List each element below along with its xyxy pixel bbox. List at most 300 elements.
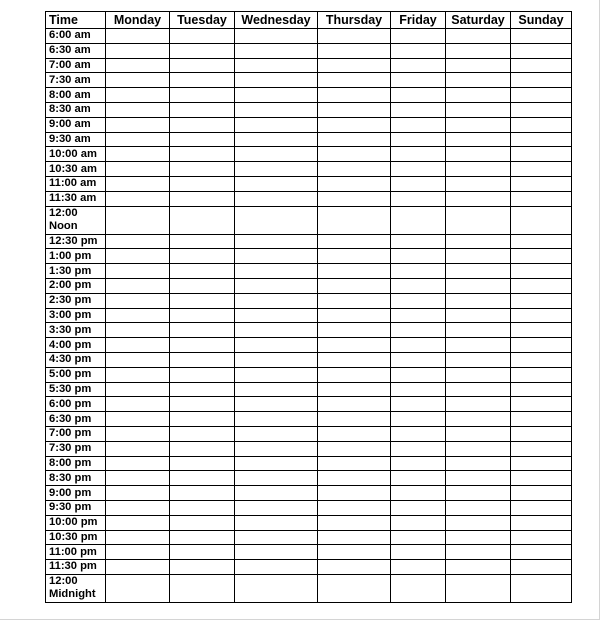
schedule-cell-saturday[interactable] [446, 132, 511, 147]
schedule-cell-wednesday[interactable] [235, 397, 318, 412]
schedule-cell-friday[interactable] [391, 441, 446, 456]
schedule-cell-friday[interactable] [391, 338, 446, 353]
schedule-cell-saturday[interactable] [446, 58, 511, 73]
schedule-cell-monday[interactable] [106, 29, 170, 44]
schedule-cell-monday[interactable] [106, 73, 170, 88]
schedule-cell-sunday[interactable] [511, 43, 572, 58]
schedule-cell-monday[interactable] [106, 412, 170, 427]
schedule-cell-monday[interactable] [106, 471, 170, 486]
schedule-cell-wednesday[interactable] [235, 574, 318, 602]
schedule-cell-friday[interactable] [391, 426, 446, 441]
schedule-cell-sunday[interactable] [511, 162, 572, 177]
time-slot-label: 7:30 am [46, 73, 106, 88]
schedule-cell-wednesday[interactable] [235, 515, 318, 530]
schedule-cell-thursday[interactable] [318, 293, 391, 308]
schedule-cell-friday[interactable] [391, 323, 446, 338]
schedule-cell-monday[interactable] [106, 58, 170, 73]
schedule-cell-thursday[interactable] [318, 486, 391, 501]
schedule-cell-thursday[interactable] [318, 471, 391, 486]
table-row [46, 382, 572, 397]
schedule-cell-saturday[interactable] [446, 352, 511, 367]
schedule-cell-saturday[interactable] [446, 471, 511, 486]
schedule-cell-tuesday[interactable] [170, 132, 235, 147]
schedule-cell-saturday[interactable] [446, 500, 511, 515]
schedule-cell-thursday[interactable] [318, 560, 391, 575]
schedule-cell-saturday[interactable] [446, 382, 511, 397]
schedule-cell-wednesday[interactable] [235, 58, 318, 73]
schedule-cell-friday[interactable] [391, 367, 446, 382]
schedule-cell-monday[interactable] [106, 574, 170, 602]
schedule-cell-sunday[interactable] [511, 441, 572, 456]
schedule-cell-monday[interactable] [106, 456, 170, 471]
schedule-cell-tuesday[interactable] [170, 338, 235, 353]
schedule-cell-sunday[interactable] [511, 264, 572, 279]
schedule-cell-saturday[interactable] [446, 278, 511, 293]
schedule-cell-tuesday[interactable] [170, 147, 235, 162]
schedule-cell-tuesday[interactable] [170, 29, 235, 44]
schedule-cell-thursday[interactable] [318, 456, 391, 471]
schedule-cell-saturday[interactable] [446, 264, 511, 279]
schedule-cell-thursday[interactable] [318, 249, 391, 264]
schedule-cell-friday[interactable] [391, 117, 446, 132]
schedule-cell-saturday[interactable] [446, 412, 511, 427]
table-row [46, 234, 572, 249]
schedule-cell-monday[interactable] [106, 264, 170, 279]
schedule-cell-tuesday[interactable] [170, 88, 235, 103]
schedule-cell-tuesday[interactable] [170, 486, 235, 501]
schedule-cell-monday[interactable] [106, 249, 170, 264]
schedule-cell-monday[interactable] [106, 206, 170, 234]
schedule-cell-saturday[interactable] [446, 73, 511, 88]
schedule-cell-sunday[interactable] [511, 486, 572, 501]
schedule-cell-sunday[interactable] [511, 530, 572, 545]
schedule-cell-monday[interactable] [106, 545, 170, 560]
column-header-saturday: Saturday [446, 12, 511, 29]
schedule-cell-sunday[interactable] [511, 456, 572, 471]
schedule-cell-wednesday[interactable] [235, 500, 318, 515]
schedule-cell-wednesday[interactable] [235, 264, 318, 279]
schedule-cell-thursday[interactable] [318, 412, 391, 427]
schedule-cell-sunday[interactable] [511, 515, 572, 530]
schedule-cell-saturday[interactable] [446, 486, 511, 501]
schedule-cell-sunday[interactable] [511, 412, 572, 427]
time-slot-label: 7:00 pm [46, 426, 106, 441]
schedule-cell-thursday[interactable] [318, 338, 391, 353]
schedule-cell-thursday[interactable] [318, 530, 391, 545]
schedule-cell-thursday[interactable] [318, 382, 391, 397]
schedule-cell-monday[interactable] [106, 147, 170, 162]
schedule-cell-monday[interactable] [106, 132, 170, 147]
schedule-cell-tuesday[interactable] [170, 560, 235, 575]
schedule-cell-monday[interactable] [106, 426, 170, 441]
schedule-cell-monday[interactable] [106, 117, 170, 132]
schedule-cell-sunday[interactable] [511, 382, 572, 397]
schedule-cell-tuesday[interactable] [170, 323, 235, 338]
schedule-cell-tuesday[interactable] [170, 234, 235, 249]
time-slot-label: 8:00 am [46, 88, 106, 103]
schedule-cell-friday[interactable] [391, 176, 446, 191]
schedule-cell-sunday[interactable] [511, 58, 572, 73]
schedule-cell-friday[interactable] [391, 293, 446, 308]
schedule-cell-sunday[interactable] [511, 191, 572, 206]
schedule-cell-monday[interactable] [106, 486, 170, 501]
schedule-cell-friday[interactable] [391, 397, 446, 412]
schedule-cell-tuesday[interactable] [170, 426, 235, 441]
table-row [46, 352, 572, 367]
schedule-cell-thursday[interactable] [318, 352, 391, 367]
table-row [46, 412, 572, 427]
schedule-cell-wednesday[interactable] [235, 117, 318, 132]
time-slot-label: 12:00 Noon [46, 206, 106, 234]
schedule-cell-wednesday[interactable] [235, 456, 318, 471]
schedule-cell-friday[interactable] [391, 249, 446, 264]
schedule-cell-friday[interactable] [391, 264, 446, 279]
schedule-cell-friday[interactable] [391, 412, 446, 427]
table-row [46, 147, 572, 162]
schedule-cell-thursday[interactable] [318, 102, 391, 117]
schedule-cell-sunday[interactable] [511, 338, 572, 353]
schedule-cell-thursday[interactable] [318, 323, 391, 338]
schedule-cell-tuesday[interactable] [170, 43, 235, 58]
schedule-cell-sunday[interactable] [511, 147, 572, 162]
schedule-cell-saturday[interactable] [446, 338, 511, 353]
schedule-cell-friday[interactable] [391, 500, 446, 515]
time-slot-label: 1:00 pm [46, 249, 106, 264]
schedule-cell-friday[interactable] [391, 382, 446, 397]
schedule-cell-friday[interactable] [391, 471, 446, 486]
table-row [46, 88, 572, 103]
schedule-cell-wednesday[interactable] [235, 43, 318, 58]
table-row [46, 58, 572, 73]
time-slot-label: 8:30 am [46, 102, 106, 117]
schedule-cell-sunday[interactable] [511, 88, 572, 103]
schedule-cell-thursday[interactable] [318, 545, 391, 560]
schedule-cell-friday[interactable] [391, 560, 446, 575]
schedule-cell-tuesday[interactable] [170, 530, 235, 545]
schedule-cell-saturday[interactable] [446, 88, 511, 103]
schedule-cell-sunday[interactable] [511, 397, 572, 412]
schedule-cell-sunday[interactable] [511, 500, 572, 515]
column-header-tuesday: Tuesday [170, 12, 235, 29]
schedule-cell-saturday[interactable] [446, 530, 511, 545]
schedule-cell-thursday[interactable] [318, 58, 391, 73]
schedule-cell-tuesday[interactable] [170, 382, 235, 397]
schedule-cell-thursday[interactable] [318, 515, 391, 530]
schedule-cell-monday[interactable] [106, 278, 170, 293]
schedule-cell-thursday[interactable] [318, 117, 391, 132]
schedule-cell-saturday[interactable] [446, 176, 511, 191]
schedule-cell-monday[interactable] [106, 500, 170, 515]
schedule-cell-sunday[interactable] [511, 323, 572, 338]
column-header-time: Time [46, 12, 106, 29]
time-slot-label: 6:30 pm [46, 412, 106, 427]
time-slot-label: 11:30 am [46, 191, 106, 206]
schedule-cell-friday[interactable] [391, 352, 446, 367]
schedule-cell-sunday[interactable] [511, 308, 572, 323]
schedule-cell-sunday[interactable] [511, 249, 572, 264]
column-header-sunday: Sunday [511, 12, 572, 29]
schedule-cell-thursday[interactable] [318, 308, 391, 323]
time-slot-label: 11:30 pm [46, 560, 106, 575]
time-slot-label: 4:00 pm [46, 338, 106, 353]
schedule-cell-friday[interactable] [391, 308, 446, 323]
schedule-cell-tuesday[interactable] [170, 308, 235, 323]
schedule-cell-tuesday[interactable] [170, 397, 235, 412]
schedule-cell-thursday[interactable] [318, 441, 391, 456]
schedule-cell-friday[interactable] [391, 530, 446, 545]
schedule-cell-thursday[interactable] [318, 367, 391, 382]
schedule-cell-tuesday[interactable] [170, 412, 235, 427]
schedule-cell-friday[interactable] [391, 278, 446, 293]
schedule-cell-saturday[interactable] [446, 102, 511, 117]
schedule-cell-monday[interactable] [106, 367, 170, 382]
schedule-cell-monday[interactable] [106, 88, 170, 103]
schedule-cell-friday[interactable] [391, 234, 446, 249]
schedule-cell-sunday[interactable] [511, 293, 572, 308]
schedule-cell-friday[interactable] [391, 162, 446, 177]
schedule-cell-wednesday[interactable] [235, 191, 318, 206]
schedule-cell-monday[interactable] [106, 338, 170, 353]
schedule-cell-monday[interactable] [106, 515, 170, 530]
schedule-cell-tuesday[interactable] [170, 471, 235, 486]
schedule-cell-sunday[interactable] [511, 132, 572, 147]
schedule-cell-friday[interactable] [391, 456, 446, 471]
schedule-cell-sunday[interactable] [511, 560, 572, 575]
schedule-cell-sunday[interactable] [511, 426, 572, 441]
schedule-cell-wednesday[interactable] [235, 176, 318, 191]
schedule-cell-wednesday[interactable] [235, 367, 318, 382]
schedule-cell-tuesday[interactable] [170, 249, 235, 264]
schedule-cell-tuesday[interactable] [170, 102, 235, 117]
schedule-cell-tuesday[interactable] [170, 58, 235, 73]
schedule-cell-thursday[interactable] [318, 574, 391, 602]
schedule-cell-saturday[interactable] [446, 249, 511, 264]
schedule-cell-sunday[interactable] [511, 352, 572, 367]
schedule-cell-wednesday[interactable] [235, 234, 318, 249]
schedule-cell-friday[interactable] [391, 486, 446, 501]
schedule-cell-wednesday[interactable] [235, 323, 318, 338]
schedule-cell-thursday[interactable] [318, 73, 391, 88]
schedule-cell-thursday[interactable] [318, 147, 391, 162]
schedule-cell-thursday[interactable] [318, 191, 391, 206]
schedule-cell-wednesday[interactable] [235, 382, 318, 397]
schedule-cell-saturday[interactable] [446, 426, 511, 441]
schedule-cell-monday[interactable] [106, 382, 170, 397]
table-row [46, 426, 572, 441]
schedule-cell-tuesday[interactable] [170, 278, 235, 293]
schedule-cell-monday[interactable] [106, 560, 170, 575]
schedule-cell-wednesday[interactable] [235, 560, 318, 575]
schedule-cell-sunday[interactable] [511, 234, 572, 249]
schedule-cell-friday[interactable] [391, 102, 446, 117]
schedule-cell-saturday[interactable] [446, 560, 511, 575]
table-row [46, 132, 572, 147]
time-slot-label: 6:30 am [46, 43, 106, 58]
schedule-cell-saturday[interactable] [446, 574, 511, 602]
schedule-cell-wednesday[interactable] [235, 338, 318, 353]
schedule-cell-thursday[interactable] [318, 264, 391, 279]
schedule-cell-tuesday[interactable] [170, 191, 235, 206]
table-row [46, 264, 572, 279]
schedule-cell-sunday[interactable] [511, 176, 572, 191]
schedule-cell-thursday[interactable] [318, 43, 391, 58]
schedule-cell-saturday[interactable] [446, 191, 511, 206]
schedule-cell-thursday[interactable] [318, 426, 391, 441]
schedule-cell-wednesday[interactable] [235, 426, 318, 441]
time-slot-label: 6:00 am [46, 29, 106, 44]
schedule-cell-wednesday[interactable] [235, 412, 318, 427]
schedule-cell-tuesday[interactable] [170, 441, 235, 456]
schedule-cell-monday[interactable] [106, 176, 170, 191]
schedule-cell-wednesday[interactable] [235, 132, 318, 147]
schedule-cell-saturday[interactable] [446, 293, 511, 308]
schedule-cell-sunday[interactable] [511, 29, 572, 44]
schedule-cell-tuesday[interactable] [170, 500, 235, 515]
weekly-schedule-table [45, 11, 572, 603]
table-row [46, 308, 572, 323]
schedule-cell-sunday[interactable] [511, 367, 572, 382]
table-row [46, 397, 572, 412]
schedule-cell-saturday[interactable] [446, 456, 511, 471]
schedule-cell-monday[interactable] [106, 352, 170, 367]
schedule-cell-monday[interactable] [106, 441, 170, 456]
schedule-cell-sunday[interactable] [511, 206, 572, 234]
schedule-cell-wednesday[interactable] [235, 73, 318, 88]
schedule-cell-tuesday[interactable] [170, 264, 235, 279]
schedule-cell-tuesday[interactable] [170, 293, 235, 308]
schedule-cell-saturday[interactable] [446, 147, 511, 162]
schedule-cell-wednesday[interactable] [235, 102, 318, 117]
schedule-cell-saturday[interactable] [446, 162, 511, 177]
schedule-cell-wednesday[interactable] [235, 486, 318, 501]
schedule-cell-sunday[interactable] [511, 102, 572, 117]
schedule-cell-saturday[interactable] [446, 323, 511, 338]
schedule-cell-wednesday[interactable] [235, 308, 318, 323]
schedule-cell-monday[interactable] [106, 397, 170, 412]
table-row [46, 102, 572, 117]
schedule-cell-saturday[interactable] [446, 308, 511, 323]
time-slot-label: 10:30 pm [46, 530, 106, 545]
table-row [46, 117, 572, 132]
schedule-cell-tuesday[interactable] [170, 545, 235, 560]
schedule-cell-tuesday[interactable] [170, 352, 235, 367]
schedule-cell-friday[interactable] [391, 515, 446, 530]
schedule-cell-tuesday[interactable] [170, 176, 235, 191]
schedule-cell-wednesday[interactable] [235, 352, 318, 367]
time-slot-label: 8:00 pm [46, 456, 106, 471]
schedule-cell-thursday[interactable] [318, 206, 391, 234]
time-slot-label: 11:00 am [46, 176, 106, 191]
schedule-cell-wednesday[interactable] [235, 249, 318, 264]
table-row [46, 249, 572, 264]
schedule-cell-saturday[interactable] [446, 206, 511, 234]
schedule-cell-sunday[interactable] [511, 574, 572, 602]
time-slot-label: 9:00 pm [46, 486, 106, 501]
schedule-cell-thursday[interactable] [318, 278, 391, 293]
schedule-cell-monday[interactable] [106, 293, 170, 308]
schedule-cell-saturday[interactable] [446, 515, 511, 530]
schedule-cell-saturday[interactable] [446, 117, 511, 132]
schedule-cell-saturday[interactable] [446, 545, 511, 560]
schedule-cell-monday[interactable] [106, 530, 170, 545]
schedule-cell-tuesday[interactable] [170, 117, 235, 132]
schedule-cell-monday[interactable] [106, 323, 170, 338]
schedule-cell-friday[interactable] [391, 58, 446, 73]
schedule-cell-thursday[interactable] [318, 500, 391, 515]
schedule-cell-friday[interactable] [391, 29, 446, 44]
schedule-cell-friday[interactable] [391, 43, 446, 58]
schedule-cell-wednesday[interactable] [235, 530, 318, 545]
schedule-cell-friday[interactable] [391, 73, 446, 88]
schedule-cell-sunday[interactable] [511, 73, 572, 88]
schedule-cell-friday[interactable] [391, 206, 446, 234]
time-slot-label: 7:30 pm [46, 441, 106, 456]
schedule-cell-friday[interactable] [391, 88, 446, 103]
schedule-cell-tuesday[interactable] [170, 456, 235, 471]
schedule-cell-friday[interactable] [391, 574, 446, 602]
schedule-cell-wednesday[interactable] [235, 471, 318, 486]
schedule-cell-friday[interactable] [391, 191, 446, 206]
schedule-cell-saturday[interactable] [446, 441, 511, 456]
schedule-cell-thursday[interactable] [318, 162, 391, 177]
table-row [46, 278, 572, 293]
schedule-cell-saturday[interactable] [446, 234, 511, 249]
schedule-cell-tuesday[interactable] [170, 73, 235, 88]
schedule-cell-tuesday[interactable] [170, 206, 235, 234]
schedule-cell-tuesday[interactable] [170, 515, 235, 530]
schedule-cell-monday[interactable] [106, 102, 170, 117]
schedule-cell-friday[interactable] [391, 545, 446, 560]
schedule-cell-friday[interactable] [391, 132, 446, 147]
schedule-cell-wednesday[interactable] [235, 29, 318, 44]
schedule-cell-monday[interactable] [106, 43, 170, 58]
schedule-cell-wednesday[interactable] [235, 278, 318, 293]
time-slot-label: 1:30 pm [46, 264, 106, 279]
schedule-cell-tuesday[interactable] [170, 367, 235, 382]
schedule-body [46, 29, 572, 603]
table-row [46, 500, 572, 515]
schedule-cell-saturday[interactable] [446, 367, 511, 382]
schedule-cell-thursday[interactable] [318, 176, 391, 191]
schedule-cell-wednesday[interactable] [235, 206, 318, 234]
schedule-cell-tuesday[interactable] [170, 574, 235, 602]
schedule-cell-tuesday[interactable] [170, 162, 235, 177]
schedule-cell-monday[interactable] [106, 191, 170, 206]
schedule-cell-wednesday[interactable] [235, 545, 318, 560]
schedule-cell-wednesday[interactable] [235, 147, 318, 162]
schedule-cell-saturday[interactable] [446, 29, 511, 44]
schedule-cell-sunday[interactable] [511, 117, 572, 132]
schedule-cell-saturday[interactable] [446, 397, 511, 412]
schedule-cell-thursday[interactable] [318, 132, 391, 147]
schedule-cell-wednesday[interactable] [235, 293, 318, 308]
schedule-cell-wednesday[interactable] [235, 88, 318, 103]
schedule-cell-sunday[interactable] [511, 545, 572, 560]
schedule-cell-monday[interactable] [106, 234, 170, 249]
schedule-cell-thursday[interactable] [318, 397, 391, 412]
schedule-cell-thursday[interactable] [318, 29, 391, 44]
schedule-cell-thursday[interactable] [318, 88, 391, 103]
schedule-cell-wednesday[interactable] [235, 441, 318, 456]
schedule-cell-sunday[interactable] [511, 471, 572, 486]
schedule-cell-monday[interactable] [106, 162, 170, 177]
schedule-cell-thursday[interactable] [318, 234, 391, 249]
schedule-cell-monday[interactable] [106, 308, 170, 323]
schedule-cell-friday[interactable] [391, 147, 446, 162]
schedule-cell-sunday[interactable] [511, 278, 572, 293]
schedule-cell-saturday[interactable] [446, 43, 511, 58]
schedule-cell-wednesday[interactable] [235, 162, 318, 177]
